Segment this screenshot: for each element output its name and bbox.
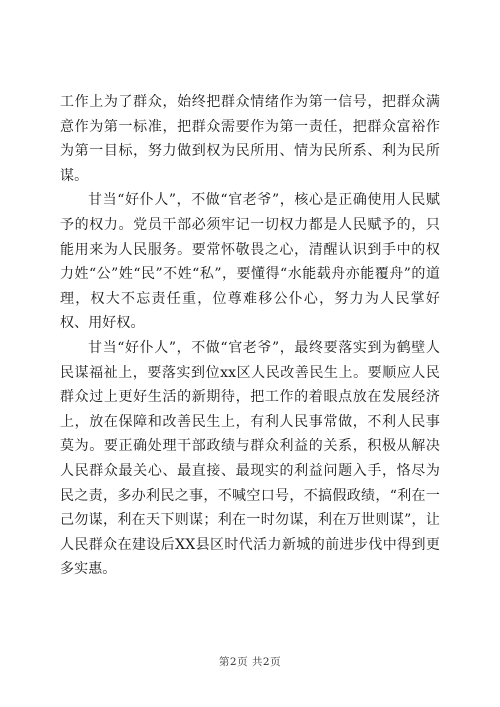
document-body [60, 90, 440, 582]
paragraph-3: 甘当“好仆人”，不做“官老爷”，最终要落实到为鹤壁人民谋福祉上，要落实到位xx区人民改善民生上。要顺应人民群众过上更好生活的新期待，把工作的着眼点放在发展经济上，放在保障和改善民生上，有利人民事常做，不利人民事莫为。要正确处理干部政绩与群众利益的关系，积极从解决人民群众最关心、最直接、最现实的利益问题入手，恪尽为民之责，多办利民之事，不喊空口号，不搞假政绩，“利在一己勿谋，利在天下则谋；利在一时勿谋，利在万世则谋”，让人民群众在建设后XX县区时代活力新城的前进步伐中得到更多实惠。 [60, 339, 440, 578]
paragraph-1: 工作上为了群众，始终把群众情绪作为第一信号，把群众满意作为第一标准，把群众需要作为第一责任，把群众富裕作为第一目标，努力做到权为民所用、情为民所系、利为民所谋。 [60, 94, 440, 184]
page-number-footer: 第2页 共2页 [218, 656, 282, 668]
paragraph-2: 甘当“好仆人”，不做“官老爷”，核心是正确使用人民赋予的权力。党员干部必须牢记一切权力都是人民赋予的，只能用来为人民服务。要常怀敬畏之心，清醒认识到手中的权力姓“公”姓“民”不姓“私”，要懂得“水能载舟亦能覆舟”的道理，权大不忘责任重，位尊难移公仆心，努力为人民掌好权、用好权。 [60, 192, 440, 332]
